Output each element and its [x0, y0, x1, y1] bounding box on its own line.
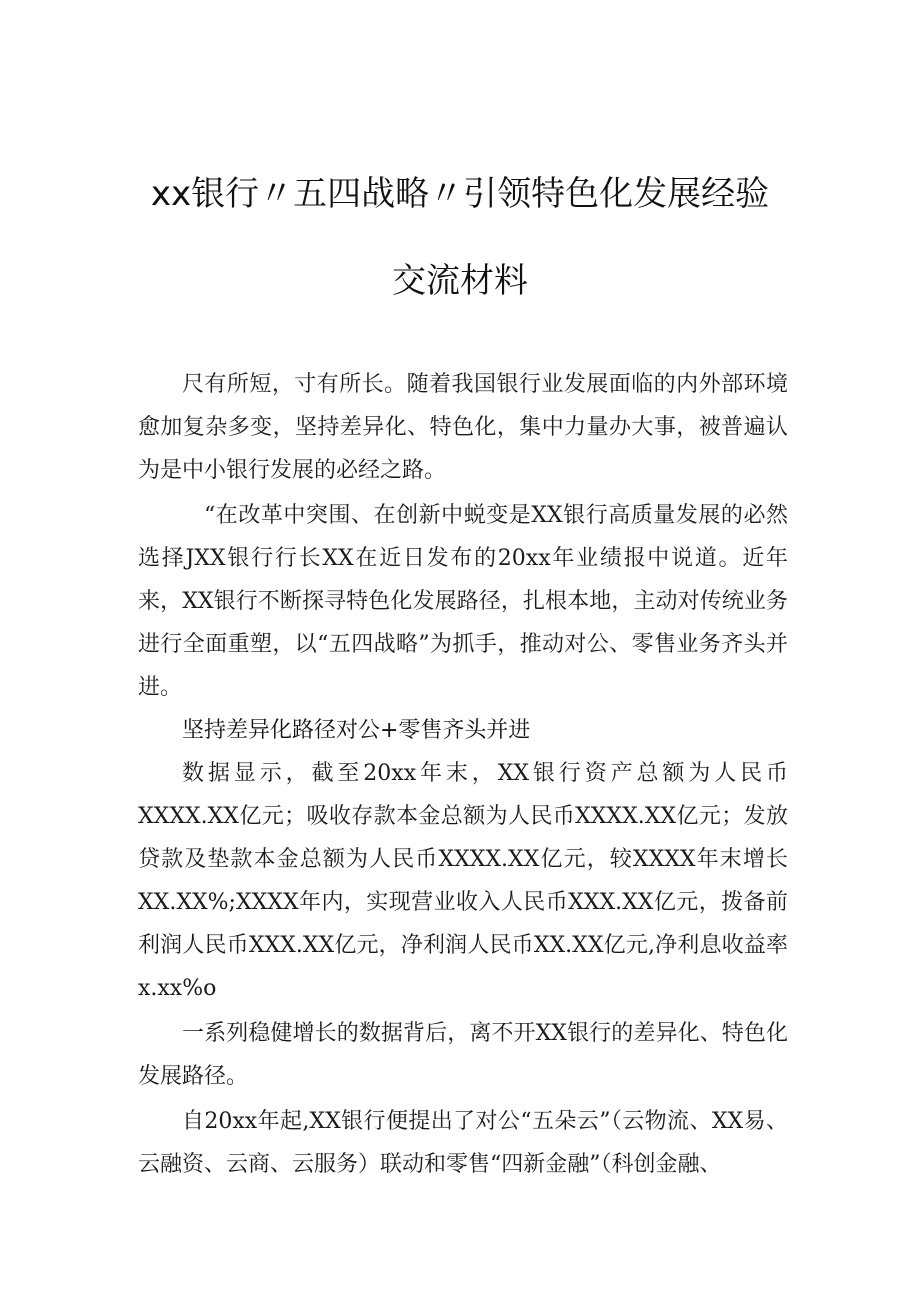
- paragraph-data: 数据显示，截至20xx年末，XX银行资产总额为人民币XXXX.XX亿元；吸收存款本金总额为人民币XXXX.XX亿元；发放贷款及垫款本金总额为人民币XXXX.XX亿元，较XXXX年末增长XX.XX%;XXXX年内，实现营业收入人民币XXX.XX亿元，拨备前利润人民币XXX.XX亿元，净利润人民币XX.XX亿元,净利息收益率x.xx%o: [138, 761, 788, 1001]
- paragraph-strategy: 自20xx年起,XX银行便提出了对公“五朵云”（云物流、XX易、云融资、云商、云服务）联动和零售“四新金融”（科创金融、: [138, 1109, 788, 1177]
- paragraph-growth: 一系列稳健增长的数据背后，离不开XX银行的差异化、特色化发展路径。: [138, 1021, 788, 1089]
- document-body: [138, 363, 788, 1186]
- paragraph-quote: “在改革中突围、在创新中蜕变是XX银行高质量发展的必然选择JXX银行行长XX在近日发布的20xx年业绩报中说道。近年来，XX银行不断探寻特色化发展路径，扎根本地，主动对传统业务进行全面重塑，以“五四战略”为抓手，推动对公、零售业务齐头并进。: [138, 503, 788, 700]
- document-title-line2: 交流材料: [392, 261, 528, 301]
- paragraph-intro: 尺有所短，寸有所长。随着我国银行业发展面临的内外部环境愈加复杂多变，坚持差异化、特色化，集中力量办大事，被普遍认为是中小银行发展的必经之路。: [138, 372, 788, 483]
- section-heading: 坚持差异化路径对公+零售齐头并进: [182, 718, 531, 743]
- document-title-line1: xx银行〃五四战略〃引领特色化发展经验: [150, 174, 770, 214]
